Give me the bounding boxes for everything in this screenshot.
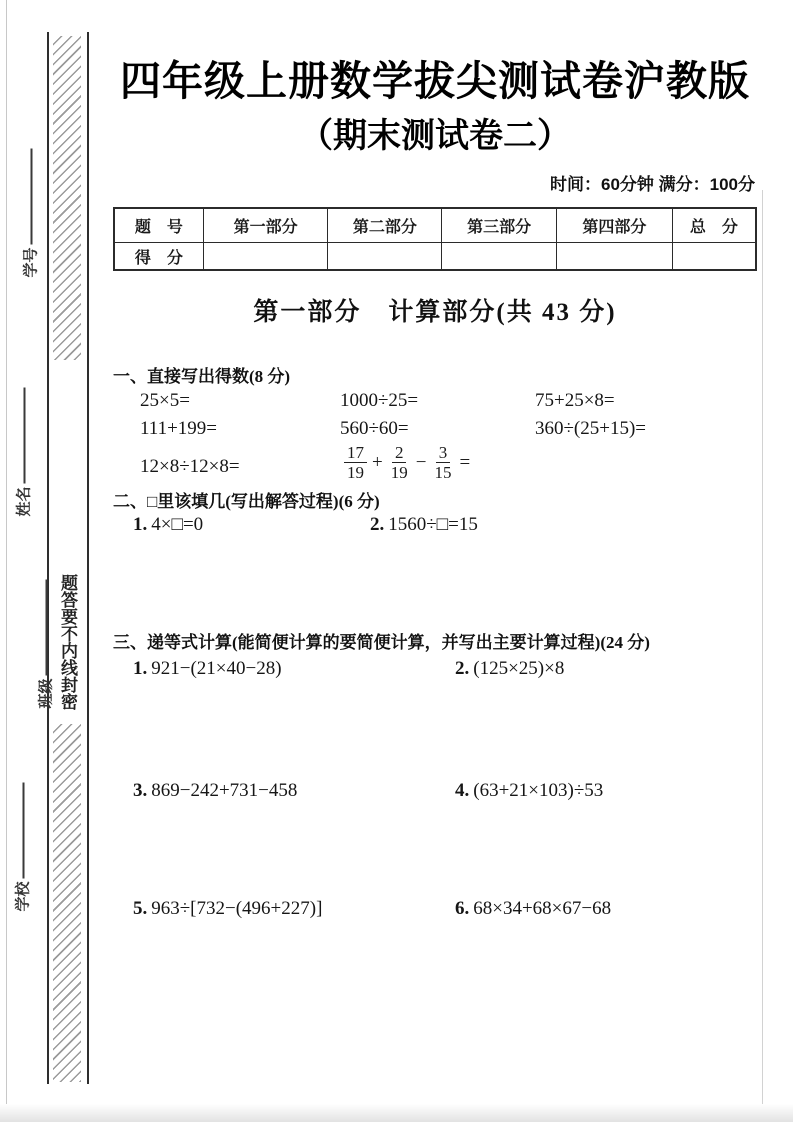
math-expression: 360÷(25+15)= xyxy=(535,418,647,439)
page-subtitle: （期末测试卷二） xyxy=(299,117,571,155)
score-row-label: 得 分 xyxy=(115,242,203,269)
score-table-header-cell: 第二部分 xyxy=(327,209,441,242)
class-text: 班级 xyxy=(38,678,55,709)
problem: 2. (125×25)×8 xyxy=(455,658,565,679)
student-id-blank-line xyxy=(31,148,33,244)
seal-char: 线 xyxy=(61,659,78,678)
seal-char: 要 xyxy=(61,608,78,627)
class-blank-line xyxy=(46,579,48,675)
fraction: $\frac{2}{19}$ xyxy=(390,443,408,483)
page-title: 四年级上册数学拔尖测试卷沪教版 xyxy=(120,58,750,104)
seal-char: 答 xyxy=(61,591,78,610)
name-blank-line xyxy=(24,387,26,483)
problem: 5. 963÷[732−(496+227)] xyxy=(133,898,323,919)
math-expression: 12×8÷12×8= xyxy=(140,456,240,477)
score-cell xyxy=(441,242,556,269)
seal-char: 内 xyxy=(61,642,78,661)
student-id-text: 学号 xyxy=(23,247,40,278)
part1-heading: 一、直接写出得数(8 分) xyxy=(113,367,291,386)
seal-char: 密 xyxy=(61,693,78,712)
seal-char: 不 xyxy=(61,625,78,644)
score-table-header-cell: 第一部分 xyxy=(203,209,328,242)
name-label xyxy=(13,387,34,516)
part3-heading: 三、递等式计算(能简便计算的要简便计算，并写出主要计算过程)(24 分) xyxy=(113,633,650,652)
part2-heading: 二、□里该填几(写出解答过程)(6 分) xyxy=(113,492,380,511)
score-table xyxy=(113,207,757,271)
score-table-header-cell: 题 号 xyxy=(134,219,183,236)
scan-right-edge xyxy=(762,190,763,1110)
exam-content xyxy=(113,0,757,1122)
score-table-header-cell: 总 分 xyxy=(672,209,755,242)
score-cell xyxy=(327,242,441,269)
math-expression: 111+199= xyxy=(140,418,218,439)
seal-hatch-top xyxy=(53,36,81,360)
section1-heading: 第一部分 计算部分(共 43 分) xyxy=(253,299,617,326)
fraction: $\frac{3}{15}$ xyxy=(434,443,452,483)
score-cell xyxy=(203,242,328,269)
seal-char: 题 xyxy=(61,574,78,593)
score-cell xyxy=(556,242,672,269)
problem: 3. 869−242+731−458 xyxy=(133,780,298,801)
name-text: 姓名 xyxy=(16,486,33,517)
math-expression: 75+25×8= xyxy=(535,390,615,411)
score-table-header-cell: 第四部分 xyxy=(556,209,672,242)
score-cell xyxy=(672,242,755,269)
fraction: $\frac{17}{19}$ xyxy=(344,443,367,482)
problem: 1. 4×□=0 xyxy=(133,514,204,535)
problem: 1. 921−(21×40−28) xyxy=(133,658,282,679)
seal-char: 封 xyxy=(61,676,78,695)
class-label xyxy=(35,579,56,708)
problem: 2. 1560÷□=15 xyxy=(370,514,478,535)
problem: 6. 68×34+68×67−68 xyxy=(455,898,612,919)
math-expression: 560÷60= xyxy=(340,418,409,439)
math-expression: 25×5= xyxy=(140,390,190,411)
school-label xyxy=(12,782,33,911)
scan-left-edge xyxy=(6,0,7,1122)
fraction-expression: $\frac{17}{19}$ + $\frac{2}{19}$ − $\frac{3}{15}$ = xyxy=(340,443,471,482)
problem: 4. (63+21×103)÷53 xyxy=(455,780,604,801)
school-blank-line xyxy=(23,782,25,878)
seal-band-line-right xyxy=(87,32,89,1084)
seal-band-line-left xyxy=(47,32,49,1084)
student-id-label xyxy=(20,148,41,277)
exam-time-score-meta: 时间：60分钟 满分：100分 xyxy=(550,175,755,194)
seal-hatch-bottom xyxy=(53,724,81,1082)
score-table-header-cell: 第三部分 xyxy=(441,209,556,242)
school-text: 学校 xyxy=(15,881,32,912)
math-expression: 1000÷25= xyxy=(340,390,419,411)
